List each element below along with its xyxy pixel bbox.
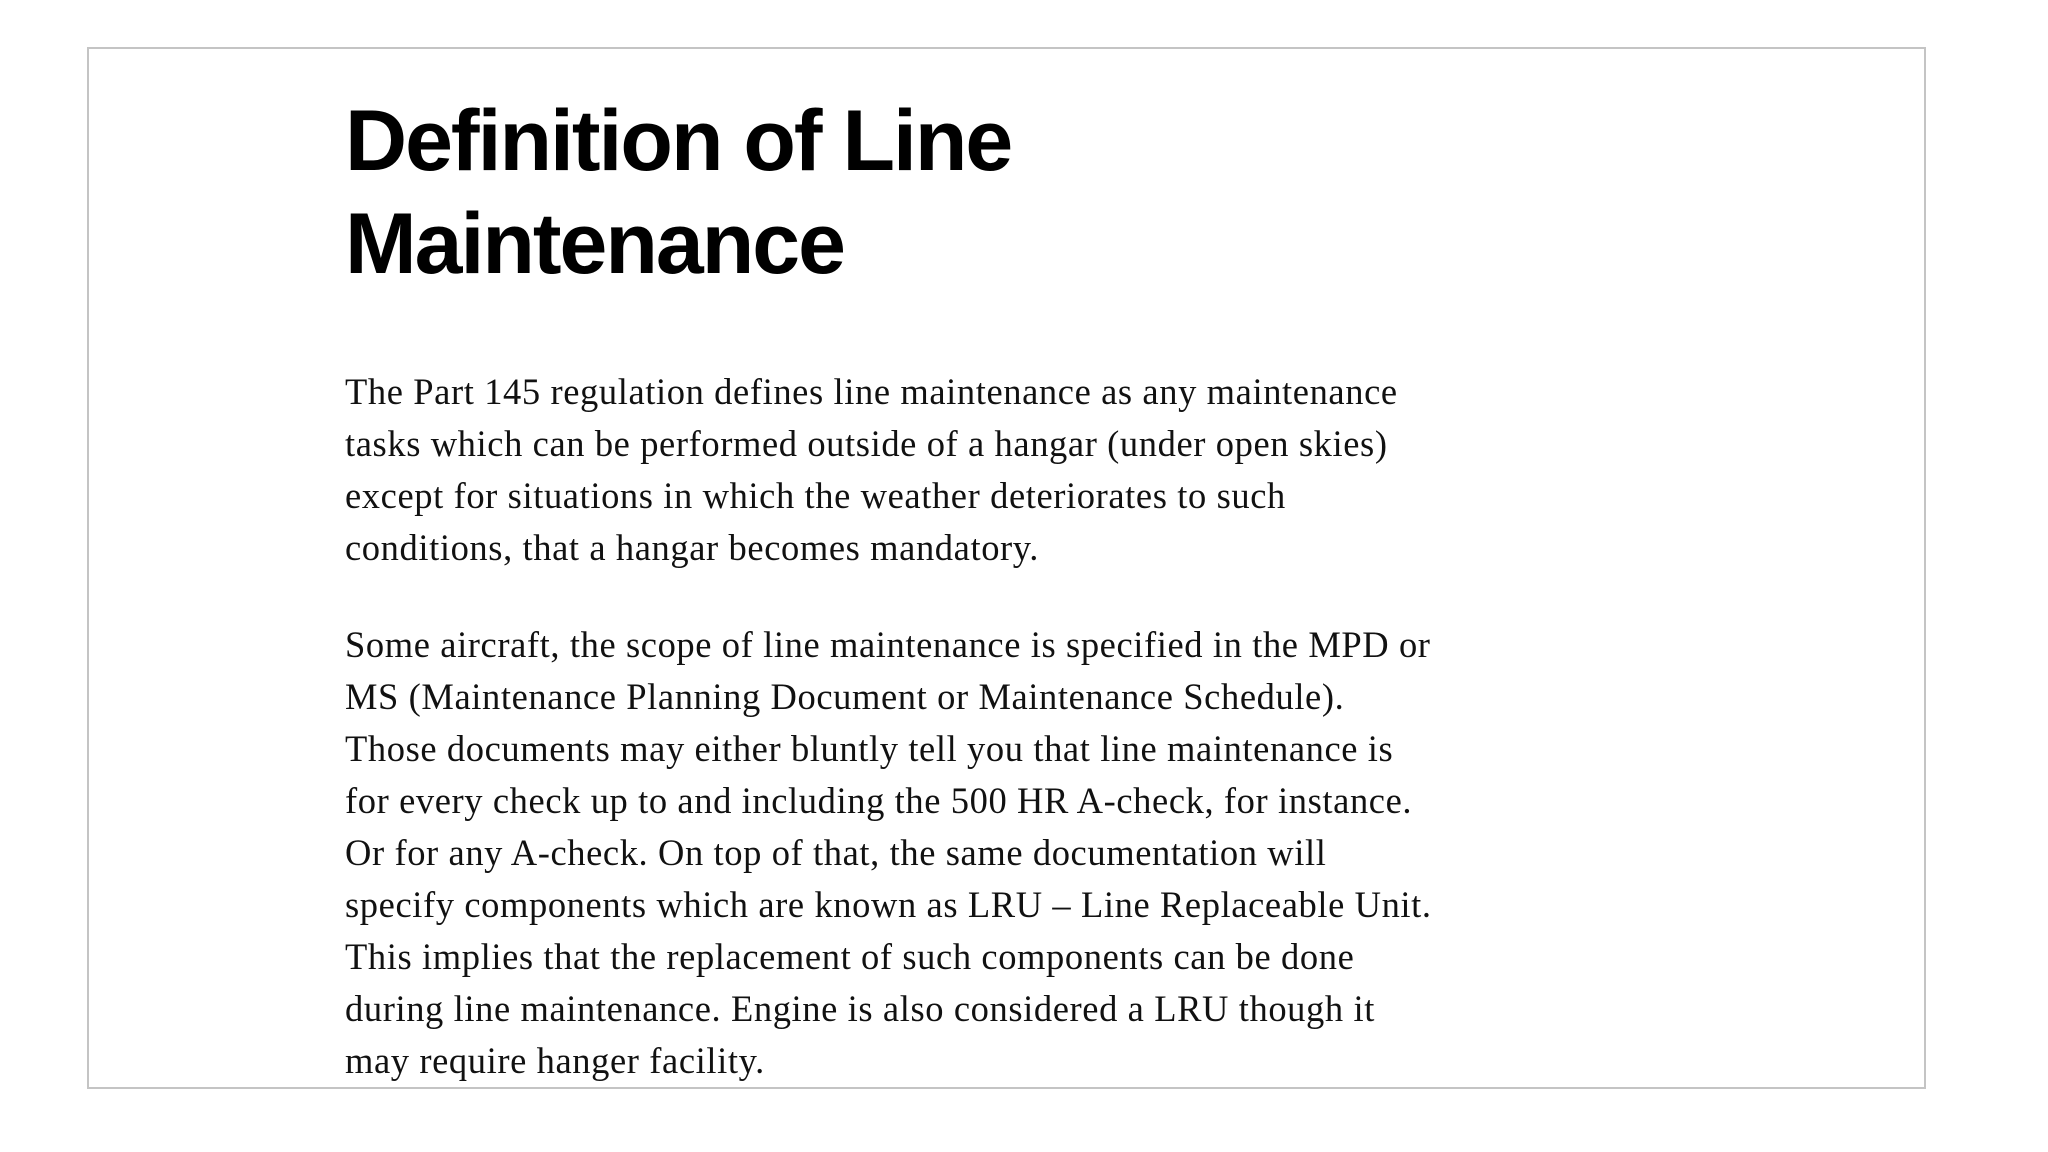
slide-content: [345, 90, 1795, 1087]
text-line: Some aircraft, the scope of line maintenance is specified in the MPD or: [345, 624, 1431, 665]
title-line: Definition of Line: [345, 93, 1012, 189]
text-line: tasks which can be performed outside of a hangar (under open skies): [345, 423, 1388, 464]
text-line: except for situations in which the weather deteriorates to such: [345, 475, 1286, 516]
text-line: may require hanger facility.: [345, 1040, 765, 1081]
text-line: for every check up to and including the 500 HR A-check, for instance.: [345, 780, 1413, 821]
text-line: Or for any A-check. On top of that, the same documentation will: [345, 832, 1327, 873]
paragraph-scope: [345, 619, 1795, 1087]
paragraph-definition: [345, 366, 1795, 574]
text-line: during line maintenance. Engine is also considered a LRU though it: [345, 988, 1375, 1029]
text-line: specify components which are known as LRU – Line Replaceable Unit.: [345, 884, 1432, 925]
text-line: Those documents may either bluntly tell you that line maintenance is: [345, 728, 1394, 769]
slide-title: [345, 90, 1795, 296]
title-line: Maintenance: [345, 196, 844, 292]
text-line: The Part 145 regulation defines line maintenance as any maintenance: [345, 371, 1398, 412]
text-line: MS (Maintenance Planning Document or Maintenance Schedule).: [345, 676, 1345, 717]
text-line: conditions, that a hangar becomes mandatory.: [345, 527, 1040, 568]
text-line: This implies that the replacement of such components can be done: [345, 936, 1355, 977]
